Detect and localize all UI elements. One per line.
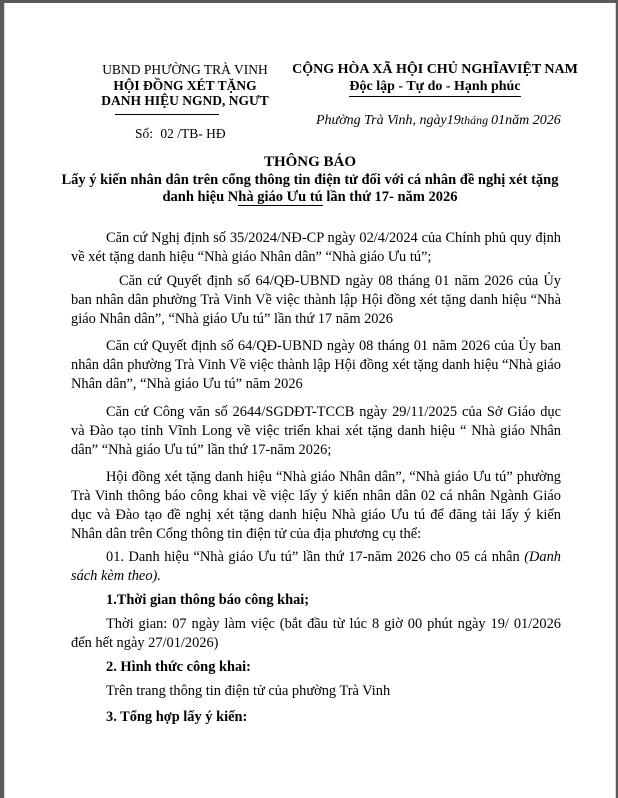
section-2-title: 2. Hình thức công khai: xyxy=(106,659,251,675)
list-item-1 xyxy=(71,548,561,586)
date-year: năm 2026 xyxy=(505,113,561,128)
list-item-1-text: 01. Danh hiệu “Nhà giáo Ưu tú” lần thứ 17-năm 2026 cho 05 cá nhân xyxy=(106,549,525,565)
section-2-body: Trên trang thông tin điện tử của phường Trà Vinh xyxy=(106,683,391,699)
subtitle-line-1: Lấy ý kiến nhân dân trên cổng thông tin điện tử đối với cá nhân đề nghị xét tặng xyxy=(61,172,559,188)
subtitle-part-post: lần thứ 17- năm 2026 xyxy=(322,189,458,205)
announcement-paragraph: Hội đồng xét tặng danh hiệu “Nhà giáo Nhân dân”, “Nhà giáo Ưu tú” phường Trà Vinh thông báo công khai về việc lấy ý kiến nhân dân 02 cá nhân Ngành Giáo dục và Đào tạo đề nghị xét tặng danh hiệu Nhà giáo Ưu tú để đăng tải lấy ý kiến Nhân dân trên Cổng thông tin điện tử của địa phương cụ thể: xyxy=(71,469,561,542)
basis-paragraph-4: Căn cứ Công văn số 2644/SGDĐT-TCCB ngày 29/11/2025 của Sở Giáo dục và Đào tạo tỉnh Vĩnh Long về việc triển khai xét tặng danh hiệu “ Nhà giáo Nhân dân” “Nhà giáo Ưu tú” lần thứ 17-năm 2026; xyxy=(71,404,561,458)
subtitle-part-pre: danh hiệu N xyxy=(162,189,239,205)
basis-paragraph-3: Căn cứ Quyết định số 64/QĐ-UBND ngày 08 tháng 01 năm 2026 của Ủy ban nhân dân phường Trà Vinh Về việc thành lập Hội đồng xét tặng danh hiệu “Nhà giáo Nhân dân”, “Nhà giáo Ưu tú” năm 2026 xyxy=(71,338,561,392)
nation-title: CỘNG HÒA XÃ HỘI CHỦ NGHĨAVIỆT NAM xyxy=(292,62,578,77)
document-page xyxy=(4,3,616,798)
date-line xyxy=(316,113,561,129)
date-month-label: tháng xyxy=(460,113,489,127)
list-item-1-note: (Danh sách kèm theo). xyxy=(71,549,561,584)
date-month: 01 xyxy=(491,113,506,128)
section-1-title: 1.Thời gian thông báo công khai; xyxy=(106,592,310,608)
basis-paragraph-2: Căn cứ Quyết định số 64/QĐ-UBND ngày 08 tháng 01 năm 2026 của Ủy ban nhân dân phường Trà Vinh Về việc thành lập Hội đồng xét tặng danh hiệu “Nhà giáo Nhân dân”, “Nhà giáo Ưu tú” lần thứ 17 năm 2026 xyxy=(71,273,561,327)
number-suffix: /TB- HĐ xyxy=(177,126,226,141)
number-prefix: Số: xyxy=(135,126,154,141)
issuer-council-title: DANH HIỆU NGND, NGƯT xyxy=(101,93,269,108)
basis-paragraph-1: Căn cứ Nghị định số 35/2024/NĐ-CP ngày 02/4/2024 của Chính phủ quy định về xét tặng danh hiệu “Nhà giáo Nhân dân” “Nhà giáo Ưu tú”; xyxy=(71,230,561,265)
issuer-council: HỘI ĐỒNG XÉT TẶNG xyxy=(113,77,257,93)
issuer-block xyxy=(85,62,285,109)
section-3-title: 3. Tổng hợp lấy ý kiến: xyxy=(106,709,248,725)
motto: Độc lập - Tự do - Hạnh phúc xyxy=(349,79,520,98)
issuer-underline xyxy=(115,114,219,115)
issuer-org: UBND PHƯỜNG TRÀ VINH xyxy=(102,62,268,77)
number-value: 02 xyxy=(160,126,174,141)
subtitle-line-2 xyxy=(5,189,615,206)
document-number xyxy=(135,126,226,142)
national-block xyxy=(275,62,595,97)
date-place: Phường Trà Vinh, ngày xyxy=(316,113,447,128)
section-1-body: Thời gian: 07 ngày làm việc (bắt đầu từ lúc 8 giờ 00 phút ngày 19/ 01/2026 đến hết ngày 27/01/2026) xyxy=(71,616,561,651)
document-subtitle xyxy=(5,172,615,206)
document-title: THÔNG BÁO xyxy=(263,154,357,170)
subtitle-part-underlined: hà giáo Ưu tú xyxy=(238,189,323,205)
date-day: 19 xyxy=(446,113,461,128)
